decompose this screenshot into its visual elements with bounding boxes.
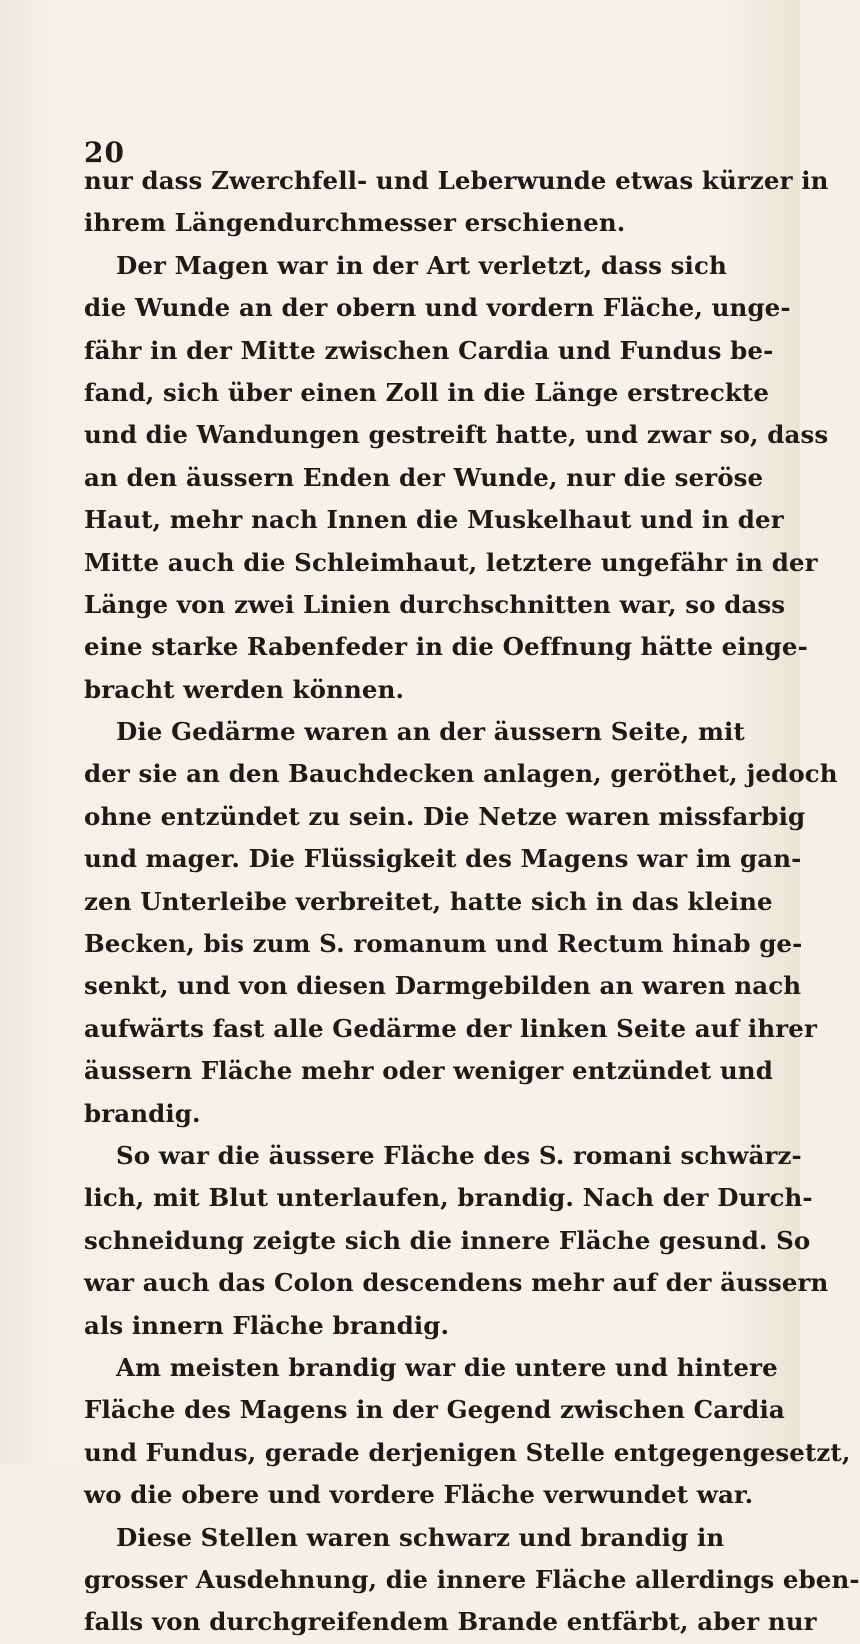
text-line: aufwärts fast alle Gedärme der linken Seite auf ihrer [84, 1013, 817, 1043]
text-line: Fläche des Magens in der Gegend zwischen Cardia [84, 1395, 785, 1425]
text-line: bracht werden können. [84, 674, 405, 704]
text-line: und mager. Die Flüssigkeit des Magens war im gan- [84, 844, 802, 874]
text-line: ohne entzündet zu sein. Die Netze waren missfarbig [84, 801, 806, 831]
text-line: grosser Ausdehnung, die innere Fläche allerdings eben- [84, 1564, 860, 1594]
text-line: Am meisten brandig war die untere und hintere [116, 1352, 778, 1382]
text-line: lich, mit Blut unterlaufen, brandig. Nach der Durch- [84, 1183, 813, 1213]
text-line: So war die äussere Fläche des S. romani schwärz- [116, 1140, 802, 1170]
text-line: die Wunde an der obern und vordern Fläche, unge- [84, 293, 791, 323]
text-line: Mitte auch die Schleimhaut, letztere ungefähr in der [84, 547, 818, 577]
text-line: Becken, bis zum S. romanum und Rectum hinab ge- [84, 929, 803, 959]
text-line: Haut, mehr nach Innen die Muskelhaut und in der [84, 505, 784, 535]
text-line: und Fundus, gerade derjenigen Stelle entgegengesetzt, [84, 1437, 851, 1467]
text-line: fand, sich über einen Zoll in die Länge erstreckte [84, 377, 770, 407]
text-line: Der Magen war in der Art verletzt, dass sich [116, 250, 727, 280]
text-line: senkt, und von diesen Darmgebilden an waren nach [84, 971, 802, 1001]
text-line: äussern Fläche mehr oder weniger entzündet und [84, 1056, 773, 1086]
text-line: war auch das Colon descendens mehr auf der äussern [84, 1268, 829, 1298]
text-line: der sie an den Bauchdecken anlagen, geröthet, jedoch [84, 759, 838, 789]
text-line: eine starke Rabenfeder in die Oeffnung hätte einge- [84, 632, 808, 662]
text-line: Länge von zwei Linien durchschnitten war, so dass [84, 589, 786, 619]
text-line: falls von durchgreifendem Brande entfärbt, aber nur [84, 1607, 817, 1637]
text-line: zen Unterleibe verbreitet, hatte sich in das kleine [84, 886, 773, 916]
text-line: an den äussern Enden der Wunde, nur die seröse [84, 462, 764, 492]
text-line: als innern Fläche brandig. [84, 1310, 450, 1340]
text-line: und die Wandungen gestreift hatte, und zwar so, dass [84, 420, 829, 450]
text-line: Die Gedärme waren an der äussern Seite, mit [116, 717, 745, 747]
page-number: 20 [84, 136, 125, 169]
text-line: fähr in der Mitte zwischen Cardia und Fundus be- [84, 335, 774, 365]
text-line: Diese Stellen waren schwarz und brandig in [116, 1522, 725, 1552]
text-line: brandig. [84, 1098, 201, 1128]
text-line: nur dass Zwerchfell- und Leberwunde etwas kürzer in [84, 166, 829, 195]
text-line: ihrem Längendurchmesser erschienen. [84, 208, 626, 238]
text-line: schneidung zeigte sich die innere Fläche gesund. So [84, 1225, 811, 1255]
body-text [84, 160, 860, 1644]
text-line: wo die obere und vordere Fläche verwundet war. [84, 1480, 754, 1510]
